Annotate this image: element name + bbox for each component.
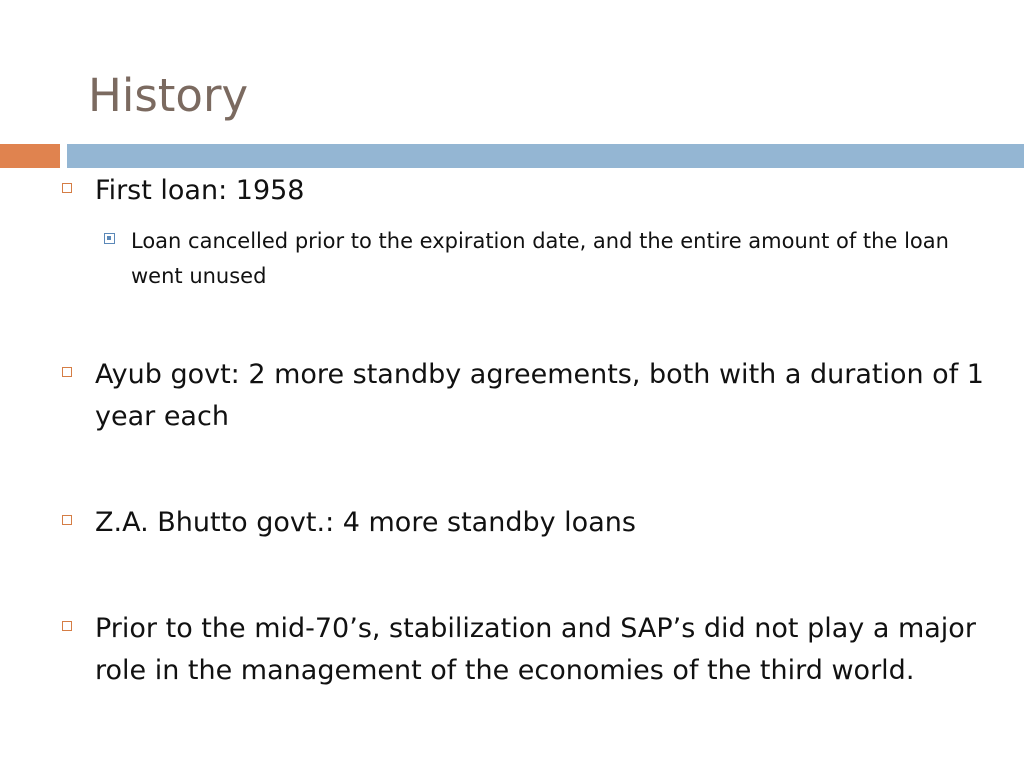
square-bullet-icon [62,183,72,193]
square-bullet-icon [62,515,72,525]
filled-square-bullet-icon [104,233,115,244]
bullet-item [62,502,1006,544]
bullet-text: Ayub govt: 2 more standby agreements, both with a duration of 1 year each [95,359,984,432]
square-bullet-icon [62,621,72,631]
bullet-text: Z.A. Bhutto govt.: 4 more standby loans [95,507,636,538]
title-rule-blue [67,144,1024,168]
bullet-item [62,170,1006,212]
square-bullet-icon [62,367,72,377]
sub-bullet-text: Loan cancelled prior to the expiration date, and the entire amount of the loan went unused [131,229,949,288]
bullet-text: Prior to the mid-70’s, stabilization and SAP’s did not play a major role in the management of the economies of the third world. [95,613,976,686]
sub-bullet-item [104,224,1004,294]
bullet-text: First loan: 1958 [95,175,305,206]
bullet-item [62,608,1006,692]
bullet-item [62,354,1006,438]
title-rule-orange [0,144,60,168]
slide-title: History [88,69,249,122]
